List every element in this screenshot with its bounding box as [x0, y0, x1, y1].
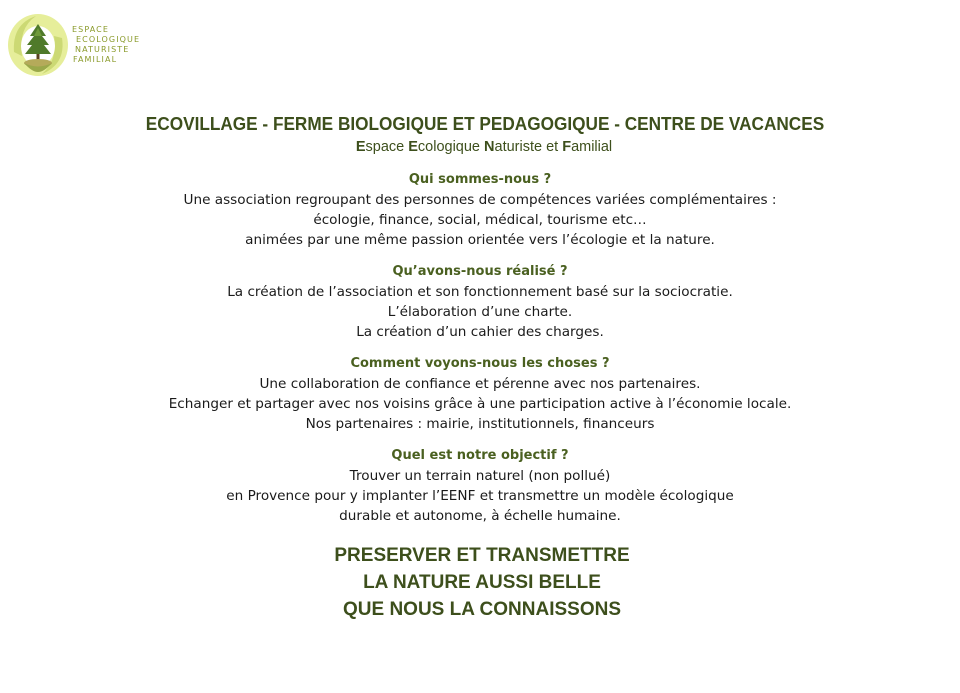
section-line: écologie, finance, social, médical, tourisme etc…	[313, 212, 647, 228]
subtitle-text: cologique	[417, 139, 485, 155]
slogan-line: PRESERVER ET TRANSMETTRE	[334, 545, 630, 566]
section-line: La création de l’association et son fonctionnement basé sur la sociocratie.	[227, 284, 733, 300]
tree-logo-icon	[6, 12, 72, 78]
section-line: Nos partenaires : mairie, institutionnels, financeurs	[305, 416, 655, 432]
section-line: L’élaboration d’une charte.	[387, 304, 573, 320]
section-achievements	[0, 262, 960, 342]
section-line: en Provence pour y implanter l’EENF et transmettre un modèle écologique	[226, 488, 734, 504]
subtitle-text: space	[365, 139, 409, 155]
logo-line: ECOLOGIQUE	[76, 35, 141, 44]
logo-line: FAMILIAL	[73, 55, 118, 64]
closing-slogan	[4, 542, 960, 623]
section-who	[0, 170, 960, 250]
subtitle-initial: F	[562, 139, 572, 155]
subtitle-initial: E	[355, 139, 366, 155]
section-line: Echanger et partager avec nos voisins grâce à une participation active à l’économie locale.	[168, 396, 792, 412]
logo-line: ESPACE	[72, 25, 110, 34]
section-heading: Qui sommes-nous ?	[408, 172, 552, 187]
logo-wordmark	[72, 25, 140, 65]
subtitle-text: amilial	[571, 139, 613, 155]
subtitle-text: aturiste et	[494, 139, 563, 155]
slogan-line: QUE NOUS LA CONNAISSONS	[343, 599, 621, 620]
logo	[6, 12, 156, 78]
section-line: La création d’un cahier des charges.	[356, 324, 604, 340]
main-content	[0, 112, 960, 623]
slogan-line: LA NATURE AUSSI BELLE	[363, 572, 601, 593]
section-line: animées par une même passion orientée vers l’écologie et la nature.	[245, 232, 715, 248]
section-line: Trouver un terrain naturel (non pollué)	[349, 468, 611, 484]
subtitle-initial: N	[484, 139, 495, 155]
section-line: Une collaboration de confiance et pérenne avec nos partenaires.	[259, 376, 701, 392]
section-objective	[0, 446, 960, 526]
section-heading: Qu’avons-nous réalisé ?	[392, 264, 568, 279]
section-vision	[0, 354, 960, 434]
section-heading: Quel est notre objectif ?	[391, 448, 569, 463]
section-line: Une association regroupant des personnes de compétences variées complémentaires :	[183, 192, 777, 208]
page-subtitle	[8, 137, 960, 157]
section-line: durable et autonome, à échelle humaine.	[339, 508, 621, 524]
page-title: ECOVILLAGE - FERME BIOLOGIQUE ET PEDAGOGIQUE - CENTRE DE VACANCES	[145, 113, 825, 134]
section-heading: Comment voyons-nous les choses ?	[350, 356, 610, 371]
subtitle-initial: E	[408, 139, 418, 155]
logo-line: NATURISTE	[75, 45, 130, 54]
